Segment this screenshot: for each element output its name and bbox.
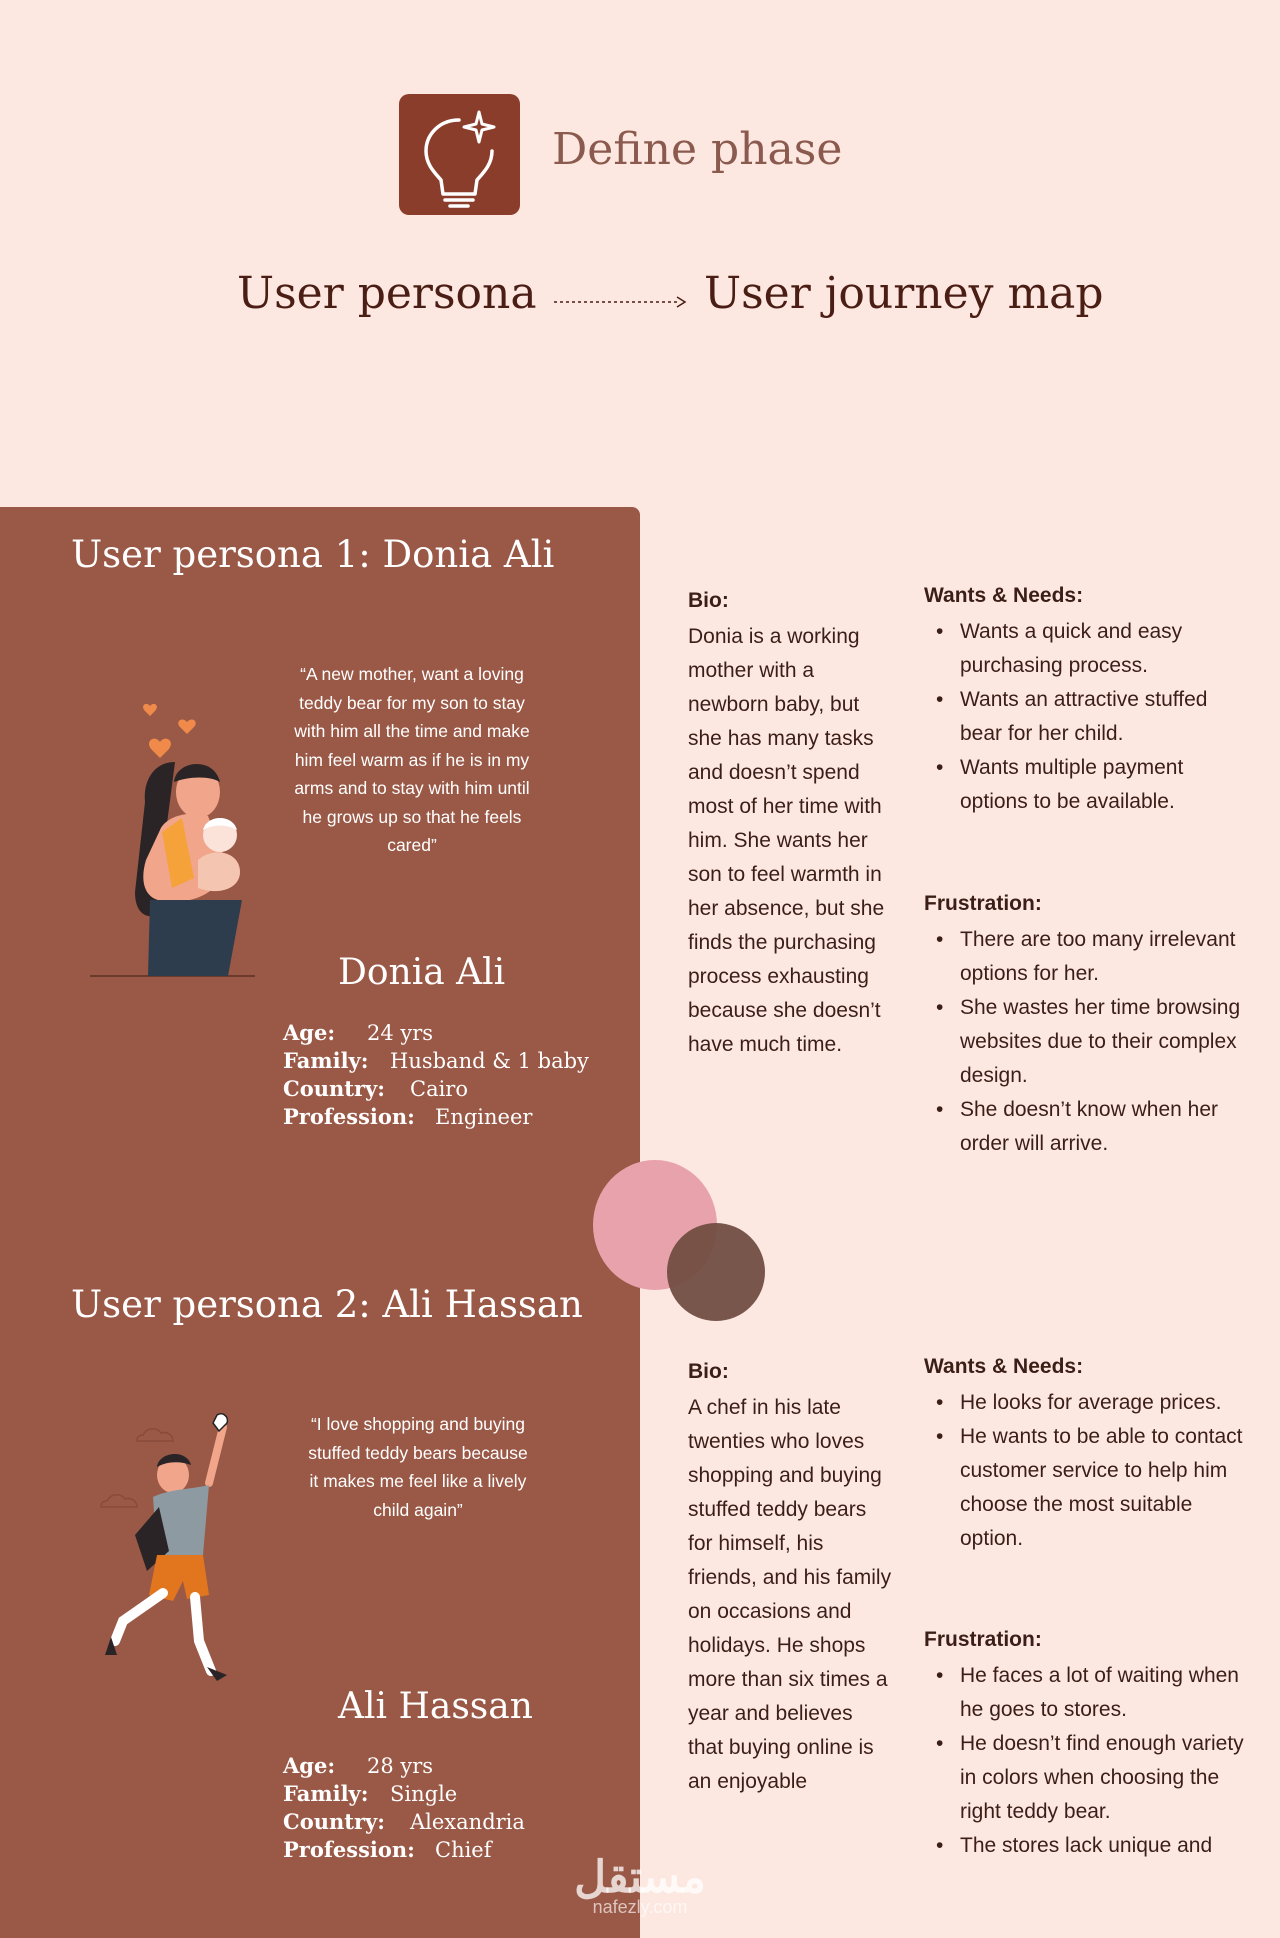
info-row-age: [283, 1019, 603, 1047]
info-key: Family:: [283, 1781, 369, 1806]
persona-2-frustration-label: Frustration:: [924, 1628, 1042, 1651]
user-journey-map-heading: User journey map: [704, 268, 1104, 319]
watermark: [560, 1852, 720, 1918]
persona-2-heading: User persona 2: Ali Hassan: [71, 1283, 583, 1326]
persona-1-wants-list: [924, 615, 1244, 819]
persona-2-wants-label: Wants & Needs:: [924, 1355, 1084, 1378]
persona-1-frustration-list: [924, 923, 1244, 1161]
list-item: • Wants a quick and easy purchasing process.: [924, 615, 1244, 683]
list-item: • There are too many irrelevant options for her.: [924, 923, 1244, 991]
info-key: Country:: [283, 1809, 385, 1834]
info-row-profession: [283, 1103, 603, 1131]
persona-1-info: [283, 1019, 603, 1131]
info-row-country: [283, 1808, 603, 1836]
jumping-man-illustration: [95, 1405, 270, 1705]
persona-1-quote: “A new mother, want a loving teddy bear for my son to stay with him all the time and make him feel warm as if he is in my arms and to stay with him until he grows up so that he feels cared”: [294, 664, 530, 855]
list-item: • She wastes her time browsing websites due to their complex design.: [924, 991, 1244, 1093]
watermark-site: nafezly.com: [592, 1897, 688, 1917]
persona-2-quote: “I love shopping and buying stuffed teddy bears because it makes me feel like a lively child again”: [308, 1414, 528, 1520]
info-value: Husband & 1 baby: [390, 1049, 589, 1073]
list-item: • He doesn’t find enough variety in colors when choosing the right teddy bear.: [924, 1727, 1244, 1829]
info-value: 24 yrs: [367, 1021, 434, 1045]
dotted-arrow-icon: [552, 295, 687, 309]
info-value: 28 yrs: [367, 1754, 434, 1778]
phase-title: Define phase: [552, 124, 843, 175]
persona-1-wants-label: Wants & Needs:: [924, 584, 1084, 607]
persona-1-bio-label: Bio:: [688, 589, 729, 612]
info-row-country: [283, 1075, 603, 1103]
list-item: • She doesn’t know when her order will arrive.: [924, 1093, 1244, 1161]
info-key: Family:: [283, 1048, 369, 1073]
list-item: • He faces a lot of waiting when he goes to stores.: [924, 1659, 1244, 1727]
info-key: Age:: [283, 1753, 336, 1778]
info-row-family: [283, 1047, 603, 1075]
info-key: Age:: [283, 1020, 336, 1045]
persona-2-frustration-list: [924, 1659, 1244, 1863]
info-row-age: [283, 1752, 603, 1780]
persona-1-bio: Donia is a working mother with a newborn baby, but she has many tasks and doesn’t spend most of her time with him. She wants her son to feel warmth in her absence, but she finds the purchasing process exhausting because she doesn’t have much time.: [688, 625, 885, 1056]
persona-1-heading: User persona 1: Donia Ali: [71, 533, 555, 576]
info-key: Profession:: [283, 1837, 415, 1862]
persona-2-name: Ali Hassan: [338, 1686, 533, 1727]
persona-1-frustration-label: Frustration:: [924, 892, 1042, 915]
info-row-family: [283, 1780, 603, 1808]
info-value: Single: [390, 1782, 458, 1806]
persona-2-bio-label: Bio:: [688, 1360, 729, 1383]
info-value: Engineer: [435, 1105, 533, 1129]
mother-with-baby-illustration: [90, 700, 265, 980]
info-value: Cairo: [410, 1077, 468, 1101]
decorative-brown-circle: [667, 1223, 765, 1321]
info-key: Country:: [283, 1076, 385, 1101]
info-value: Alexandria: [410, 1810, 525, 1834]
info-row-profession: [283, 1836, 603, 1864]
persona-2-bio: A chef in his late twenties who loves shopping and buying stuffed teddy bears for himself, his friends, and his family on occasions and holidays. He shops more than six times a year and believes that buying online is an enjoyable: [688, 1396, 892, 1793]
lightbulb-sparkle-icon: [399, 94, 520, 215]
info-key: Profession:: [283, 1104, 415, 1129]
user-persona-heading: User persona: [237, 268, 537, 319]
list-item: • He wants to be able to contact customer service to help him choose the most suitable option.: [924, 1420, 1244, 1556]
persona-2-wants-list: [924, 1386, 1244, 1556]
info-value: Chief: [435, 1838, 492, 1862]
list-item: • The stores lack unique and: [924, 1829, 1244, 1863]
list-item: • He looks for average prices.: [924, 1386, 1244, 1420]
persona-2-info: [283, 1752, 603, 1864]
watermark-logo-text: مستقل: [574, 1853, 706, 1902]
persona-1-name: Donia Ali: [338, 952, 506, 993]
define-phase-logo: [399, 94, 520, 215]
list-item: • Wants multiple payment options to be available.: [924, 751, 1244, 819]
list-item: • Wants an attractive stuffed bear for her child.: [924, 683, 1244, 751]
